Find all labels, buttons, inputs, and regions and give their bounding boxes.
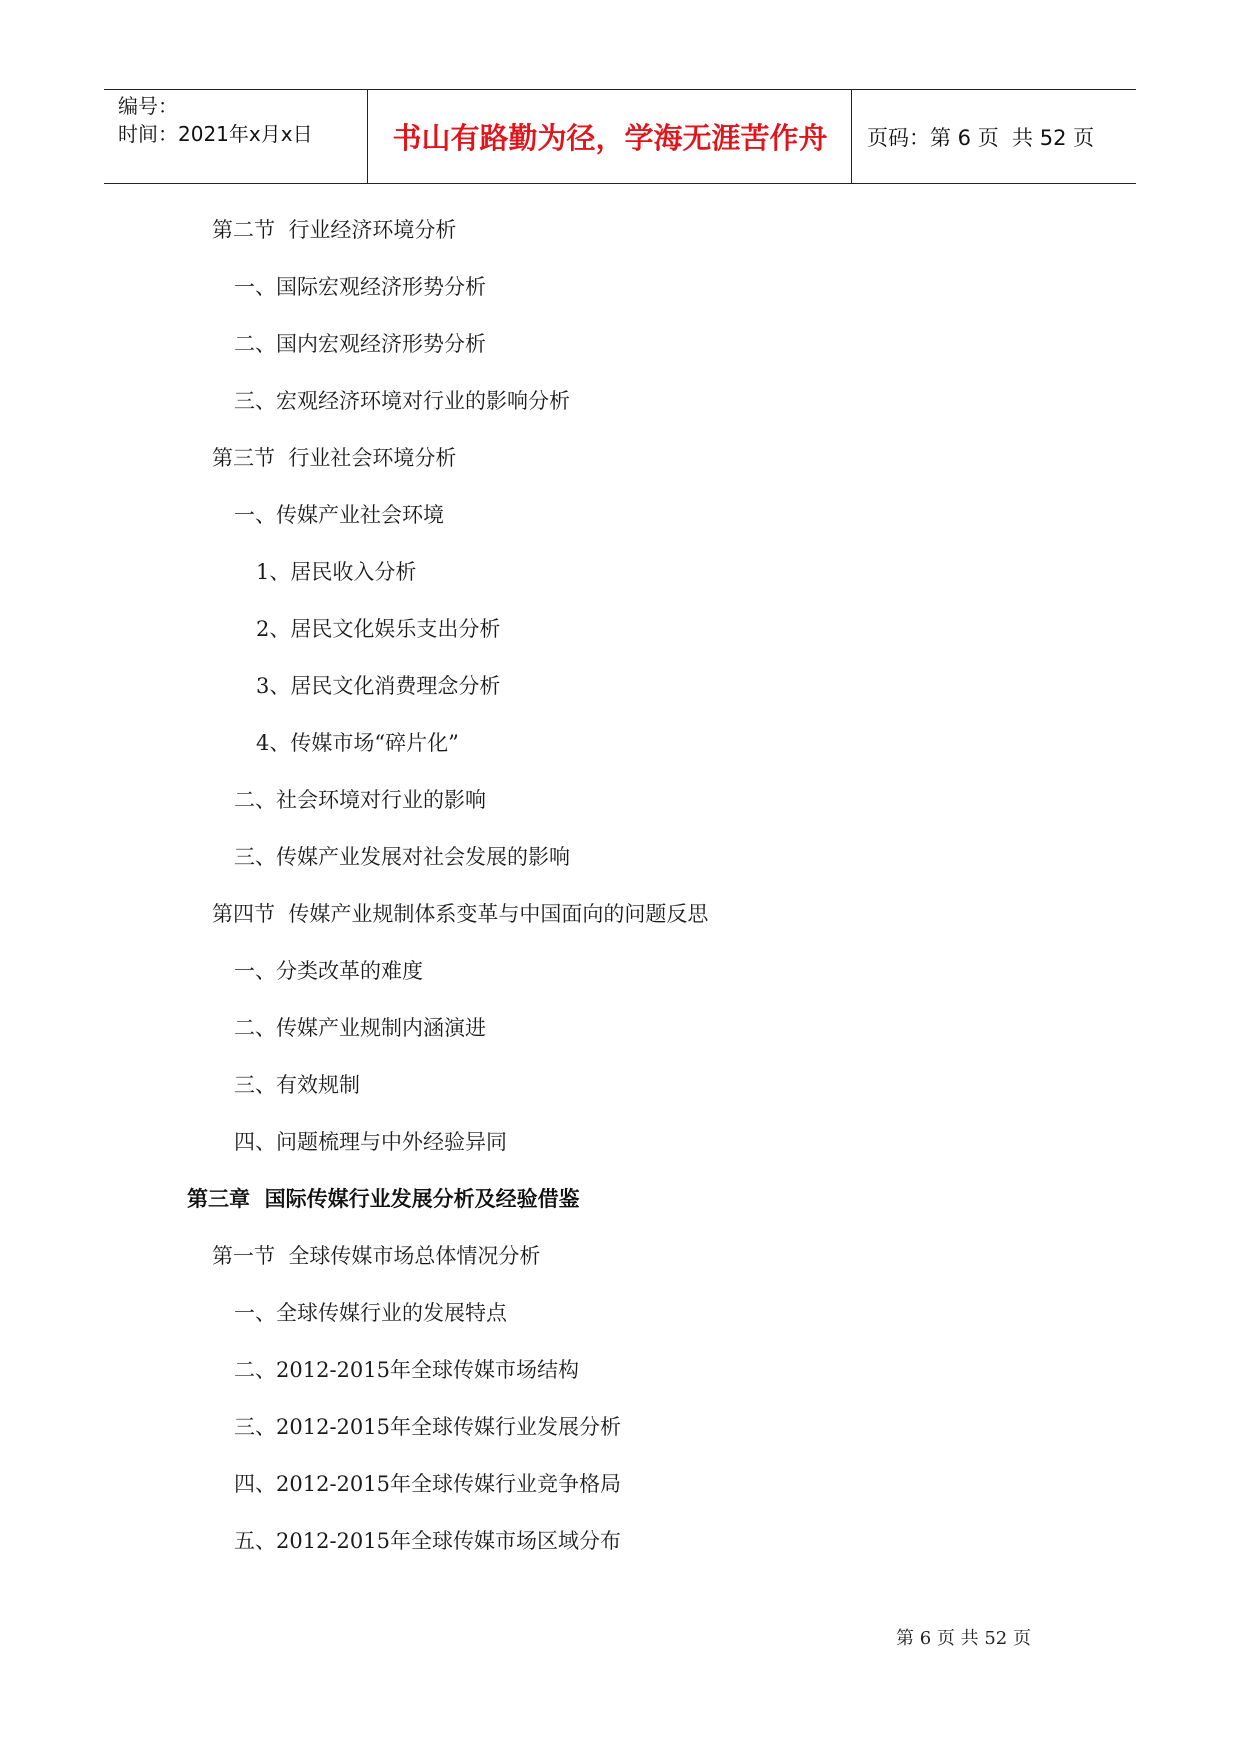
- toc-chapter: 第三章 国际传媒行业发展分析及经验借鉴: [187, 1187, 580, 1211]
- toc-subitem: 2、居民文化娱乐支出分析: [256, 617, 501, 641]
- toc-item: 二、国内宏观经济形势分析: [234, 332, 486, 356]
- toc-item: 三、有效规制: [234, 1073, 360, 1097]
- toc-item: 四、2012-2015年全球传媒行业竞争格局: [234, 1472, 621, 1496]
- toc-subitem: 3、居民文化消费理念分析: [256, 674, 501, 698]
- toc-section: 第四节 传媒产业规制体系变革与中国面向的问题反思: [212, 902, 709, 926]
- toc-section: 第三节 行业社会环境分析: [212, 446, 457, 470]
- toc-item: 四、问题梳理与中外经验异同: [234, 1130, 507, 1154]
- toc-item: 二、社会环境对行业的影响: [234, 788, 486, 812]
- document-time-label: 时间：2021年x月x日: [118, 122, 313, 146]
- toc-item: 一、全球传媒行业的发展特点: [234, 1301, 507, 1325]
- header-page-code: 页码：第 6 页 共 52 页: [867, 125, 1095, 150]
- toc-item: 五、2012-2015年全球传媒市场区域分布: [234, 1529, 621, 1553]
- toc-item: 三、2012-2015年全球传媒行业发展分析: [234, 1415, 621, 1439]
- toc-item: 一、国际宏观经济形势分析: [234, 275, 486, 299]
- toc-item: 二、传媒产业规制内涵演进: [234, 1016, 486, 1040]
- toc-item: 二、2012-2015年全球传媒市场结构: [234, 1358, 579, 1382]
- toc-section: 第二节 行业经济环境分析: [212, 218, 457, 242]
- header-motto: 书山有路勤为径，学海无涯苦作舟: [392, 121, 828, 155]
- page-footer: 第 6 页 共 52 页: [896, 1628, 1031, 1649]
- toc-subitem: 1、居民收入分析: [256, 560, 417, 584]
- toc-item: 三、传媒产业发展对社会发展的影响: [234, 845, 570, 869]
- document-number-label: 编号：: [118, 94, 178, 118]
- page-header: [104, 89, 1136, 184]
- toc-subitem: 4、传媒市场“碎片化”: [256, 731, 459, 755]
- header-divider: [851, 90, 852, 183]
- toc-section: 第一节 全球传媒市场总体情况分析: [212, 1244, 541, 1268]
- toc-item: 一、分类改革的难度: [234, 959, 423, 983]
- header-meta: [118, 92, 368, 148]
- header-divider: [367, 90, 368, 183]
- toc-item: 一、传媒产业社会环境: [234, 503, 444, 527]
- toc-item: 三、宏观经济环境对行业的影响分析: [234, 389, 570, 413]
